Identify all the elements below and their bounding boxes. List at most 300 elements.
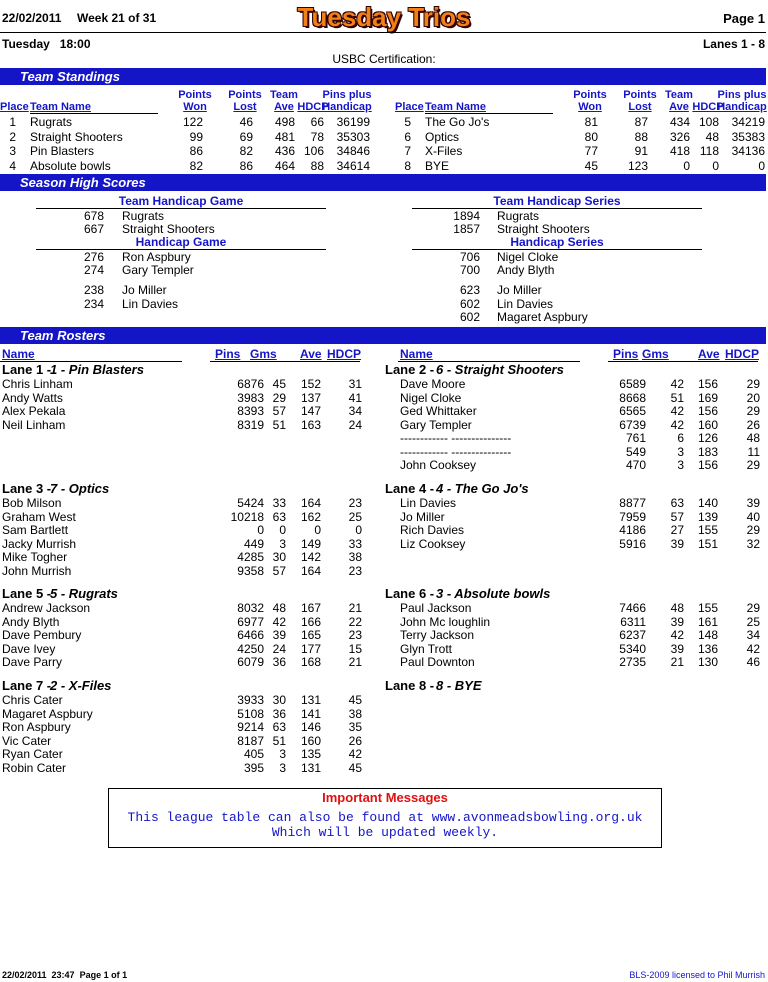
col-header-pins-plus-2: Handicap <box>717 101 767 113</box>
messages-title: Important Messages <box>322 790 448 805</box>
roster-col-header-gms: Gms <box>642 347 669 361</box>
roster-player-handicap: 26 <box>746 417 760 432</box>
lane-label: Lane 3 - <box>2 481 52 496</box>
roster-player-name: Ron Aspbury <box>2 720 71 734</box>
roster-player-name: Dave Ivey <box>2 641 56 656</box>
section-team-standings: Team Standings <box>0 68 766 85</box>
col-header-points-lost-2: Lost <box>233 101 257 113</box>
roster-player-games: 0 <box>279 523 286 537</box>
usbc-certification: USBC Certification: <box>332 52 436 66</box>
roster-player-pins: 395 <box>243 760 264 775</box>
roster-player-games: 48 <box>670 601 684 615</box>
roster-player-name: Dave Parry <box>2 655 63 669</box>
lane-label: Lane 6 - <box>385 586 435 601</box>
standing-points-lost: 88 <box>634 129 648 144</box>
standing-pins-plus-hcp: 34219 <box>731 115 765 129</box>
standing-pins-plus-hcp: 34136 <box>731 144 765 158</box>
roster-player-games: 3 <box>279 536 286 551</box>
standing-place: 3 <box>9 144 16 158</box>
standing-hdcp: 88 <box>310 158 324 173</box>
col-header-hdcp: HDCP <box>297 101 329 113</box>
roster-player-average: 135 <box>300 747 321 761</box>
roster-player-games: 29 <box>272 390 286 405</box>
high-score-value: 706 <box>459 250 480 264</box>
col-header-team-ave-2: Ave <box>669 101 689 113</box>
col-header-points-lost: Points <box>623 89 657 101</box>
standing-points-lost: 87 <box>634 115 648 129</box>
roster-player-name: Robin Cater <box>2 760 67 775</box>
standing-place: 6 <box>404 129 411 144</box>
roster-player-games: 57 <box>272 563 286 578</box>
roster-player-average: 151 <box>697 536 718 551</box>
standing-pins-plus-hcp: 35303 <box>336 129 370 144</box>
high-score-value: 1894 <box>453 209 480 223</box>
standing-place: 1 <box>9 115 16 129</box>
roster-col-header-name: Name <box>2 347 35 361</box>
standing-points-lost: 82 <box>239 144 253 158</box>
standing-hdcp: 48 <box>705 129 719 144</box>
roster-player-games: 42 <box>670 404 684 418</box>
roster-player-average: 162 <box>300 509 321 524</box>
roster-col-header-ave: Ave <box>698 347 720 361</box>
roster-col-header-gms: Gms <box>250 347 277 361</box>
standing-points-won: 77 <box>584 144 598 158</box>
roster-player-handicap: 0 <box>355 523 362 537</box>
high-score-name: Gary Templer <box>122 263 194 277</box>
standing-pins-plus-hcp: 35383 <box>731 129 765 144</box>
lane-team-name: 6 - Straight Shooters <box>436 362 564 377</box>
standing-points-won: 81 <box>584 115 598 129</box>
roster-player-games: 3 <box>279 747 286 761</box>
roster-player-name: Gary Templer <box>400 417 472 432</box>
standing-points-lost: 46 <box>239 115 253 129</box>
roster-player-name: Sam Bartlett <box>2 523 69 537</box>
roster-player-name: Dave Moore <box>400 377 466 391</box>
roster-player-average: 147 <box>300 404 321 418</box>
high-score-value: 602 <box>459 297 480 311</box>
report-week: Week 21 of 31 <box>77 11 157 25</box>
high-score-value: 238 <box>83 283 104 297</box>
col-header-place: Place <box>395 101 424 113</box>
lane-team-name: 1 - Pin Blasters <box>50 362 144 377</box>
col-header-team-name: Team Name <box>425 101 486 113</box>
roster-col-header-hdcp: HDCP <box>327 347 362 361</box>
league-day-time: Tuesday 18:00 <box>2 37 91 51</box>
roster-player-handicap: 45 <box>348 760 362 775</box>
lane-label: Lane 5 - <box>2 586 52 601</box>
standing-hdcp: 0 <box>712 158 719 173</box>
roster-header-underline-stats <box>210 361 360 362</box>
roster-col-header-hdcp: HDCP <box>725 347 760 361</box>
roster-player-average: 169 <box>697 390 718 405</box>
standing-place: 5 <box>404 115 411 129</box>
roster-player-handicap: 20 <box>746 390 760 405</box>
high-score-name: Jo Miller <box>122 283 167 297</box>
roster-player-pins: 6565 <box>619 404 646 418</box>
standing-points-lost: 69 <box>239 129 253 144</box>
col-header-points-won-2: Won <box>183 101 207 113</box>
roster-player-handicap: 35 <box>348 720 362 734</box>
lane-label: Lane 2 - <box>385 362 435 377</box>
roster-player-handicap: 38 <box>348 706 362 721</box>
high-score-value: 234 <box>83 297 104 311</box>
col-header-pins-plus: Pins plus <box>322 89 372 101</box>
messages-line-2: Which will be updated weekly. <box>271 825 499 840</box>
high-score-category: Handicap Game <box>135 235 227 249</box>
roster-player-average: 160 <box>300 733 321 748</box>
roster-player-games: 36 <box>272 706 286 721</box>
roster-player-average: 164 <box>300 496 321 510</box>
roster-player-average: 155 <box>697 523 718 537</box>
roster-player-average: 167 <box>300 601 321 615</box>
roster-player-pins: 6739 <box>619 417 646 432</box>
col-header-pins-plus-2: Handicap <box>322 101 372 113</box>
standing-hdcp: 78 <box>310 129 324 144</box>
roster-player-games: 45 <box>272 377 286 391</box>
roster-player-handicap: 29 <box>746 404 760 418</box>
roster-player-handicap: 32 <box>746 536 760 551</box>
roster-player-average: 168 <box>300 655 321 669</box>
roster-player-name: Lin Davies <box>400 496 457 510</box>
roster-player-handicap: 26 <box>348 733 362 748</box>
roster-player-pins: 8877 <box>619 496 646 510</box>
roster-player-handicap: 23 <box>348 628 362 642</box>
roster-player-name: Jo Miller <box>400 509 445 524</box>
roster-player-name: Rich Davies <box>400 523 465 537</box>
roster-player-pins: 5108 <box>237 706 264 721</box>
roster-player-name: Neil Linham <box>2 417 66 432</box>
roster-player-name: Chris Cater <box>2 693 63 707</box>
roster-player-name: Vic Cater <box>2 733 52 748</box>
roster-player-average: 148 <box>697 628 718 642</box>
roster-player-games: 24 <box>272 641 286 656</box>
roster-player-games: 30 <box>272 693 286 707</box>
roster-player-pins: 761 <box>625 431 646 445</box>
roster-player-name: Liz Cooksey <box>400 536 466 551</box>
standing-place: 4 <box>9 158 16 173</box>
roster-player-handicap: 21 <box>348 601 362 615</box>
roster-player-games: 30 <box>272 550 286 564</box>
roster-player-handicap: 23 <box>348 563 362 578</box>
roster-player-handicap: 24 <box>348 417 362 432</box>
high-score-category: Handicap Series <box>510 235 604 249</box>
roster-player-average: 177 <box>300 641 321 656</box>
roster-player-games: 57 <box>272 404 286 418</box>
roster-player-average: 139 <box>697 509 718 524</box>
col-header-points-won: Points <box>573 89 607 101</box>
roster-player-games: 6 <box>677 431 684 445</box>
col-header-points-lost-2: Lost <box>628 101 652 113</box>
standing-team-name: Pin Blasters <box>30 144 95 158</box>
footer-timestamp: 22/02/2011 23:47 Page 1 of 1 <box>2 970 128 980</box>
standing-team-ave: 481 <box>274 129 295 144</box>
roster-player-average: 156 <box>697 404 718 418</box>
roster-player-handicap: 48 <box>746 431 760 445</box>
high-score-value: 678 <box>83 209 104 223</box>
col-header-team-ave: Team <box>665 89 693 101</box>
roster-player-name: Mike Togher <box>2 550 68 564</box>
col-header-hdcp: HDCP <box>692 101 724 113</box>
roster-player-handicap: 33 <box>348 536 362 551</box>
roster-player-average: 131 <box>300 760 321 775</box>
roster-player-handicap: 29 <box>746 377 760 391</box>
important-messages-box <box>108 788 662 848</box>
roster-player-name: John Cooksey <box>400 458 477 472</box>
roster-player-pins: 4285 <box>237 550 264 564</box>
roster-player-handicap: 41 <box>348 390 362 405</box>
roster-player-average: 126 <box>697 431 718 445</box>
roster-player-games: 63 <box>272 720 286 734</box>
roster-player-games: 42 <box>670 628 684 642</box>
roster-player-handicap: 34 <box>746 628 760 642</box>
roster-player-games: 36 <box>272 655 286 669</box>
roster-player-games: 21 <box>670 655 684 669</box>
roster-player-pins: 6466 <box>237 628 264 642</box>
roster-player-name: ------------ --------------- <box>400 444 512 459</box>
roster-player-average: 163 <box>300 417 321 432</box>
roster-player-average: 161 <box>697 614 718 629</box>
roster-player-name: John Murrish <box>2 563 72 578</box>
roster-player-handicap: 25 <box>746 614 760 629</box>
standing-points-lost: 86 <box>239 158 253 173</box>
roster-player-average: 164 <box>300 563 321 578</box>
col-header-place: Place <box>0 101 29 113</box>
roster-player-pins: 6977 <box>237 614 264 629</box>
high-score-value: 700 <box>459 263 480 277</box>
roster-player-handicap: 21 <box>348 655 362 669</box>
roster-player-handicap: 42 <box>348 747 362 761</box>
standing-team-name: Absolute bowls <box>30 158 111 173</box>
page-number: Page 1 <box>723 11 765 26</box>
standing-hdcp: 66 <box>310 115 324 129</box>
roster-player-average: 140 <box>697 496 718 510</box>
standing-team-ave: 418 <box>669 144 690 158</box>
roster-player-pins: 7466 <box>619 601 646 615</box>
roster-player-name: Glyn Trott <box>400 641 453 656</box>
high-score-value: 276 <box>83 250 104 264</box>
lane-label: Lane 8 - <box>385 678 435 693</box>
roster-player-games: 39 <box>670 536 684 551</box>
high-score-value: 667 <box>83 222 104 236</box>
roster-player-pins: 4250 <box>237 641 264 656</box>
roster-player-average: 137 <box>300 390 321 405</box>
standing-points-won: 122 <box>182 115 203 129</box>
standing-hdcp: 106 <box>303 144 324 158</box>
standing-points-lost: 91 <box>634 144 648 158</box>
roster-player-average: 130 <box>697 655 718 669</box>
standing-hdcp: 118 <box>699 144 719 158</box>
roster-player-handicap: 45 <box>348 693 362 707</box>
roster-player-average: 155 <box>697 601 718 615</box>
col-header-team-ave: Team <box>270 89 298 101</box>
col-header-points-won: Points <box>178 89 212 101</box>
roster-player-average: 136 <box>697 641 718 656</box>
col-header-team-ave-2: Ave <box>274 101 294 113</box>
roster-player-handicap: 11 <box>747 444 760 459</box>
high-score-value: 274 <box>83 263 104 277</box>
standing-pins-plus-hcp: 36199 <box>336 115 370 129</box>
roster-player-games: 48 <box>272 601 286 615</box>
standing-points-won: 82 <box>189 158 203 173</box>
roster-player-games: 63 <box>272 509 286 524</box>
standing-place: 8 <box>404 158 411 173</box>
roster-player-name: ------------ --------------- <box>400 431 512 445</box>
roster-player-name: Magaret Aspbury <box>2 706 93 721</box>
roster-player-name: Andy Watts <box>2 390 63 405</box>
roster-player-games: 51 <box>272 733 286 748</box>
roster-player-handicap: 22 <box>348 614 362 629</box>
roster-player-pins: 2735 <box>619 655 646 669</box>
roster-player-name: Ged Whittaker <box>400 404 477 418</box>
standing-team-ave: 434 <box>669 115 690 129</box>
roster-col-header-pins: Pins <box>613 347 639 361</box>
roster-player-average: 183 <box>697 444 718 459</box>
roster-player-pins: 4186 <box>619 523 646 537</box>
report-date: 22/02/2011 <box>2 11 62 25</box>
roster-player-pins: 8032 <box>237 601 264 615</box>
lane-team-name: 2 - X-Files <box>50 678 112 693</box>
roster-player-games: 42 <box>670 377 684 391</box>
team-name-underline <box>425 113 553 114</box>
section-team-rosters: Team Rosters <box>0 327 766 344</box>
roster-player-games: 42 <box>670 417 684 432</box>
roster-player-name: Jacky Murrish <box>2 536 77 551</box>
roster-player-handicap: 29 <box>746 601 760 615</box>
roster-player-pins: 6237 <box>619 628 646 642</box>
standing-points-won: 99 <box>189 129 203 144</box>
roster-player-games: 39 <box>272 628 286 642</box>
roster-player-name: Ryan Cater <box>2 747 63 761</box>
high-score-category: Team Handicap Series <box>493 194 621 208</box>
high-score-name: Ron Aspbury <box>122 250 191 264</box>
roster-player-games: 42 <box>272 614 286 629</box>
roster-player-pins: 449 <box>243 536 264 551</box>
roster-player-games: 51 <box>272 417 286 432</box>
standing-team-name: Optics <box>425 129 460 144</box>
roster-player-name: Paul Downton <box>400 655 475 669</box>
roster-player-handicap: 25 <box>348 509 362 524</box>
roster-player-pins: 8187 <box>237 733 264 748</box>
roster-player-name: Graham West <box>2 509 76 524</box>
roster-player-pins: 8668 <box>619 390 646 405</box>
roster-player-games: 57 <box>670 509 684 524</box>
standing-points-lost: 123 <box>627 158 648 173</box>
standing-team-name: The Go Jo's <box>425 115 490 129</box>
lane-team-name: 5 - Rugrats <box>50 586 118 601</box>
standing-points-won: 86 <box>189 144 203 158</box>
roster-player-pins: 0 <box>257 523 264 537</box>
high-score-name: Andy Blyth <box>497 263 555 277</box>
standing-hdcp: 108 <box>698 115 719 129</box>
roster-player-pins: 6589 <box>619 377 646 391</box>
standing-team-name: Rugrats <box>30 115 73 129</box>
col-header-team-name: Team Name <box>30 101 91 113</box>
high-score-name: Jo Miller <box>497 283 542 297</box>
roster-player-pins: 6311 <box>620 614 646 629</box>
roster-player-average: 156 <box>697 377 718 391</box>
roster-player-games: 27 <box>670 523 684 537</box>
standing-team-ave: 464 <box>274 158 295 173</box>
roster-player-handicap: 42 <box>746 641 760 656</box>
messages-line-1: This league table can also be found at www.avonmeadsbowling.org.uk <box>127 810 643 825</box>
roster-player-handicap: 39 <box>746 496 760 510</box>
roster-col-header-ave: Ave <box>300 347 322 361</box>
roster-player-average: 149 <box>300 536 321 551</box>
lane-team-name: 3 - Absolute bowls <box>436 586 551 601</box>
roster-player-games: 39 <box>670 641 684 656</box>
roster-player-name: Alex Pekala <box>2 404 66 418</box>
roster-player-games: 3 <box>279 760 286 775</box>
roster-player-average: 0 <box>314 523 321 537</box>
standing-points-won: 80 <box>584 129 598 144</box>
standing-team-ave: 0 <box>683 158 690 173</box>
high-score-name: Magaret Aspbury <box>497 310 588 324</box>
roster-player-handicap: 15 <box>348 641 362 656</box>
roster-player-pins: 7959 <box>619 509 646 524</box>
high-score-name: Lin Davies <box>122 297 179 311</box>
roster-player-pins: 549 <box>625 444 646 459</box>
standing-pins-plus-hcp: 0 <box>758 158 765 173</box>
standing-team-ave: 436 <box>274 144 295 158</box>
standing-pins-plus-hcp: 34614 <box>336 158 370 173</box>
high-score-value: 1857 <box>453 222 480 236</box>
roster-player-handicap: 29 <box>746 458 760 472</box>
lane-team-name: 8 - BYE <box>436 678 482 693</box>
roster-player-name: Dave Pembury <box>2 628 82 642</box>
roster-player-handicap: 31 <box>348 377 362 391</box>
roster-player-name: Andrew Jackson <box>2 601 91 615</box>
roster-header-underline-stats <box>608 361 758 362</box>
roster-player-pins: 9214 <box>237 720 264 734</box>
roster-player-average: 131 <box>300 693 321 707</box>
lanes-range: Lanes 1 - 8 <box>702 37 765 51</box>
roster-player-name: Chris Linham <box>2 377 73 391</box>
roster-player-handicap: 23 <box>348 496 362 510</box>
roster-player-name: Andy Blyth <box>2 614 60 629</box>
roster-player-pins: 5424 <box>237 496 264 510</box>
roster-player-pins: 3983 <box>237 390 264 405</box>
high-score-category: Team Handicap Game <box>118 194 244 208</box>
roster-player-pins: 5916 <box>619 536 646 551</box>
roster-player-handicap: 34 <box>348 404 362 418</box>
standing-team-name: BYE <box>425 158 450 173</box>
roster-player-pins: 10218 <box>230 509 264 524</box>
roster-player-handicap: 38 <box>348 550 362 564</box>
lane-label: Lane 4 - <box>385 481 435 496</box>
roster-player-games: 3 <box>677 458 684 472</box>
high-score-name: Nigel Cloke <box>497 250 559 264</box>
roster-player-pins: 9358 <box>237 563 264 578</box>
section-season-high-scores: Season High Scores <box>0 174 766 191</box>
roster-player-average: 165 <box>300 628 321 642</box>
col-header-points-lost: Points <box>228 89 262 101</box>
high-score-name: Rugrats <box>497 209 540 223</box>
roster-player-average: 166 <box>300 614 321 629</box>
roster-player-pins: 405 <box>243 747 264 761</box>
col-header-points-won-2: Won <box>578 101 602 113</box>
team-name-underline <box>30 113 158 114</box>
roster-player-name: Paul Jackson <box>400 601 472 615</box>
roster-player-games: 51 <box>670 390 684 405</box>
roster-player-average: 156 <box>697 458 718 472</box>
high-score-name: Straight Shooters <box>497 222 590 236</box>
lane-team-name: 7 - Optics <box>50 481 110 496</box>
roster-player-name: John Mc loughlin <box>400 614 491 629</box>
roster-player-name: Bob Milson <box>2 496 62 510</box>
standing-pins-plus-hcp: 34846 <box>336 144 370 158</box>
roster-col-header-pins: Pins <box>215 347 241 361</box>
roster-player-pins: 6079 <box>237 655 264 669</box>
